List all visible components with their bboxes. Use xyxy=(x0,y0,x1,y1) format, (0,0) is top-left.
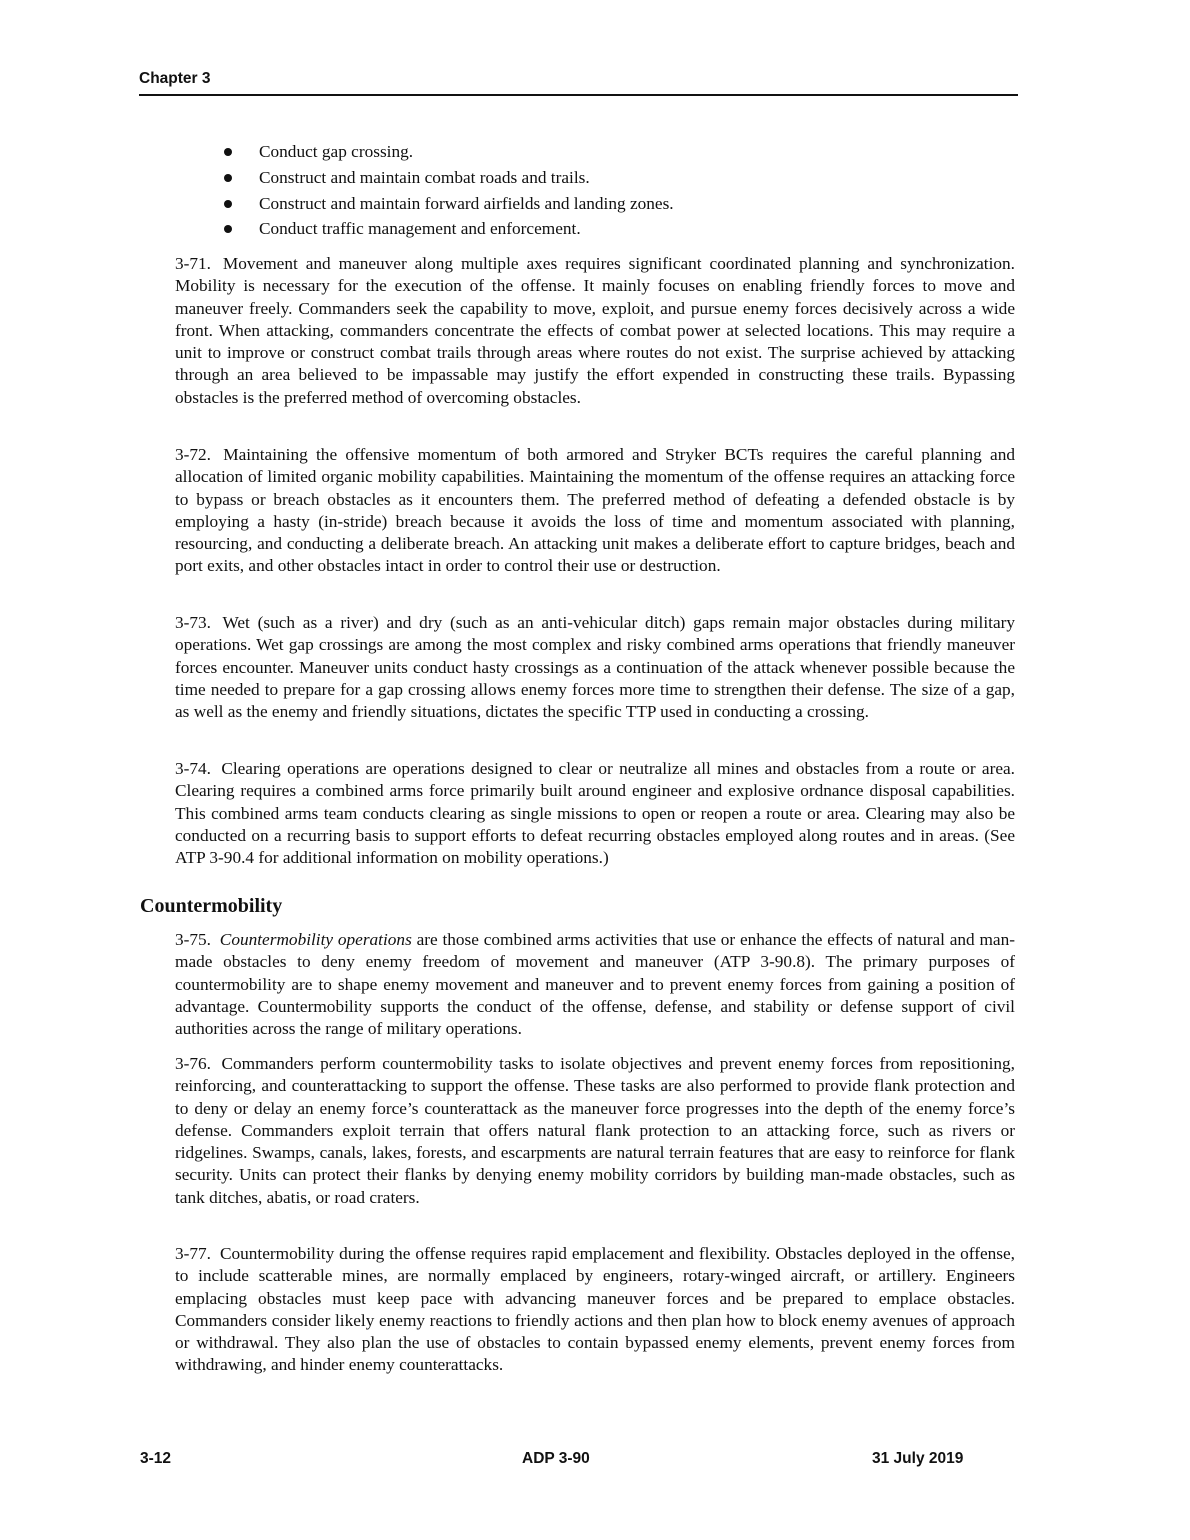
paragraph-3-72 xyxy=(175,444,1015,578)
section-heading: Countermobility xyxy=(140,895,283,917)
footer-publication: ADP 3-90 xyxy=(522,1450,590,1467)
paragraph-text: Clearing operations are operations designed to clear or neutralize all mines and obstacles from a route or area. Clearing requires a combined arms force primarily built around engineer and explosive ordnance disposal capabilities. This combined arms team conducts clearing as single missions to open or reopen a route or area. Clearing may also be conducted on a recurring basis to support efforts to defeat recurring obstacles employed along routes and in areas. (See ATP 3-90.4 for additional information on mobility operations.) xyxy=(175,759,1016,868)
bullet-icon xyxy=(224,200,232,208)
running-header xyxy=(139,70,1018,96)
list-item-text: Construct and maintain forward airfields and landing zones. xyxy=(259,193,674,213)
list-item xyxy=(224,193,984,219)
paragraph-3-74 xyxy=(175,758,1015,869)
paragraph-number: 3-77. xyxy=(175,1244,211,1263)
paragraph-3-75 xyxy=(175,929,1015,1040)
list-item xyxy=(224,141,984,167)
bullet-icon xyxy=(224,174,232,182)
chapter-title: Chapter 3 xyxy=(139,70,211,87)
footer-page-number: 3-12 xyxy=(140,1450,172,1467)
paragraph-number: 3-72. xyxy=(175,445,211,464)
paragraph-text: are those combined arms activities that use or enhance the effects of natural and man-made obstacles to deny enemy freedom of movement and maneuver (ATP 3-90.8). The primary purposes of countermobility are to shape enemy movement and maneuver and to prevent enemy forces from gaining a position of advantage. Countermobility supports the conduct of the offense, defense, and stability or defense support of civil authorities across the range of military operations. xyxy=(175,930,1015,1039)
defined-term: Countermobility operations xyxy=(219,930,412,949)
bullet-icon xyxy=(224,148,232,156)
paragraph-text: Commanders perform countermobility tasks to isolate objectives and prevent enemy forces from repositioning, reinforcing, and counterattacking to support the offense. These tasks are also performed to provide flank protection and to deny or delay an enemy force’s counterattack as the maneuver force progresses into the depth of the enemy force’s defense. Commanders exploit terrain that offers natural flank protection to an attacking force, such as rivers or ridgelines. Swamps, canals, lakes, forests, and escarpments are natural terrain features that are easy to reinforce for flank security. Units can protect their flanks by denying enemy mobility corridors by building man-made obstacles, such as tank ditches, abatis, or road craters. xyxy=(175,1054,1015,1207)
paragraph-number: 3-71. xyxy=(175,254,211,273)
paragraph-3-73 xyxy=(175,612,1015,723)
paragraph-text: Countermobility during the offense requires rapid emplacement and flexibility. Obstacles deployed in the offense, to include scatterable mines, are normally emplaced by engineers, rotary-winged aircraft, or artillery. Engineers emplacing obstacles must keep pace with advancing maneuver forces and be prepared to emplace obstacles. Commanders consider likely enemy reactions to friendly actions and then plan how to block enemy avenues of approach or withdrawal. They also plan the use of obstacles to contain bypassed enemy elements, prevent enemy forces from withdrawing, and hinder enemy counterattacks. xyxy=(175,1244,1016,1375)
list-item xyxy=(224,167,984,193)
task-bullet-list xyxy=(224,141,984,244)
paragraph-number: 3-76. xyxy=(175,1054,211,1073)
list-item-text: Conduct gap crossing. xyxy=(259,142,414,161)
footer-date: 31 July 2019 xyxy=(872,1450,964,1467)
paragraph-3-76 xyxy=(175,1053,1015,1209)
paragraph-text: Movement and maneuver along multiple axes requires significant coordinated planning and synchronization. Mobility is necessary for the execution of the offense. It mainly focuses on enabling friendly forces to move and maneuver freely. Commanders seek the capability to move, exploit, and pursue enemy forces decisively across a wide front. When attacking, commanders concentrate the effects of combat power at selected locations. This may require a unit to improve or construct combat trails through areas where routes do not exist. The surprise achieved by attacking through an area believed to be impassable may justify the effort expended in constructing these trails. Bypassing obstacles is the preferred method of overcoming obstacles. xyxy=(175,254,1015,407)
paragraph-number: 3-74. xyxy=(175,759,211,778)
paragraph-number: 3-73. xyxy=(175,613,211,632)
list-item xyxy=(224,218,984,244)
paragraph-number: 3-75. xyxy=(175,930,211,949)
paragraph-text: Maintaining the offensive momentum of both armored and Stryker BCTs requires the careful planning and allocation of limited organic mobility capabilities. Maintaining the momentum of the offense requires an attacking force to bypass or breach obstacles as it encounters them. The preferred method of defeating a defended obstacle is by employing a hasty (in-stride) breach because it avoids the loss of time and momentum associated with planning, resourcing, and conducting a deliberate breach. An attacking unit makes a deliberate effort to capture bridges, beach and port exits, and other obstacles intact in order to control their use or destruction. xyxy=(175,445,1015,576)
bullet-icon xyxy=(224,225,232,233)
paragraph-3-77 xyxy=(175,1243,1015,1377)
paragraph-text: Wet (such as a river) and dry (such as an anti-vehicular ditch) gaps remain major obstacles during military operations. Wet gap crossings are among the most complex and risky combined arms operations that friendly maneuver forces encounter. Maneuver units conduct hasty crossings as a continuation of the attack whenever possible because the time needed to prepare for a gap crossing allows enemy forces more time to strengthen their defense. The size of a gap, as well as the enemy and friendly situations, dictates the specific TTP used in conducting a crossing. xyxy=(175,613,1016,722)
list-item-text: Conduct traffic management and enforcement. xyxy=(259,219,581,239)
list-item-text: Construct and maintain combat roads and trails. xyxy=(259,167,590,187)
paragraph-3-71 xyxy=(175,253,1015,409)
